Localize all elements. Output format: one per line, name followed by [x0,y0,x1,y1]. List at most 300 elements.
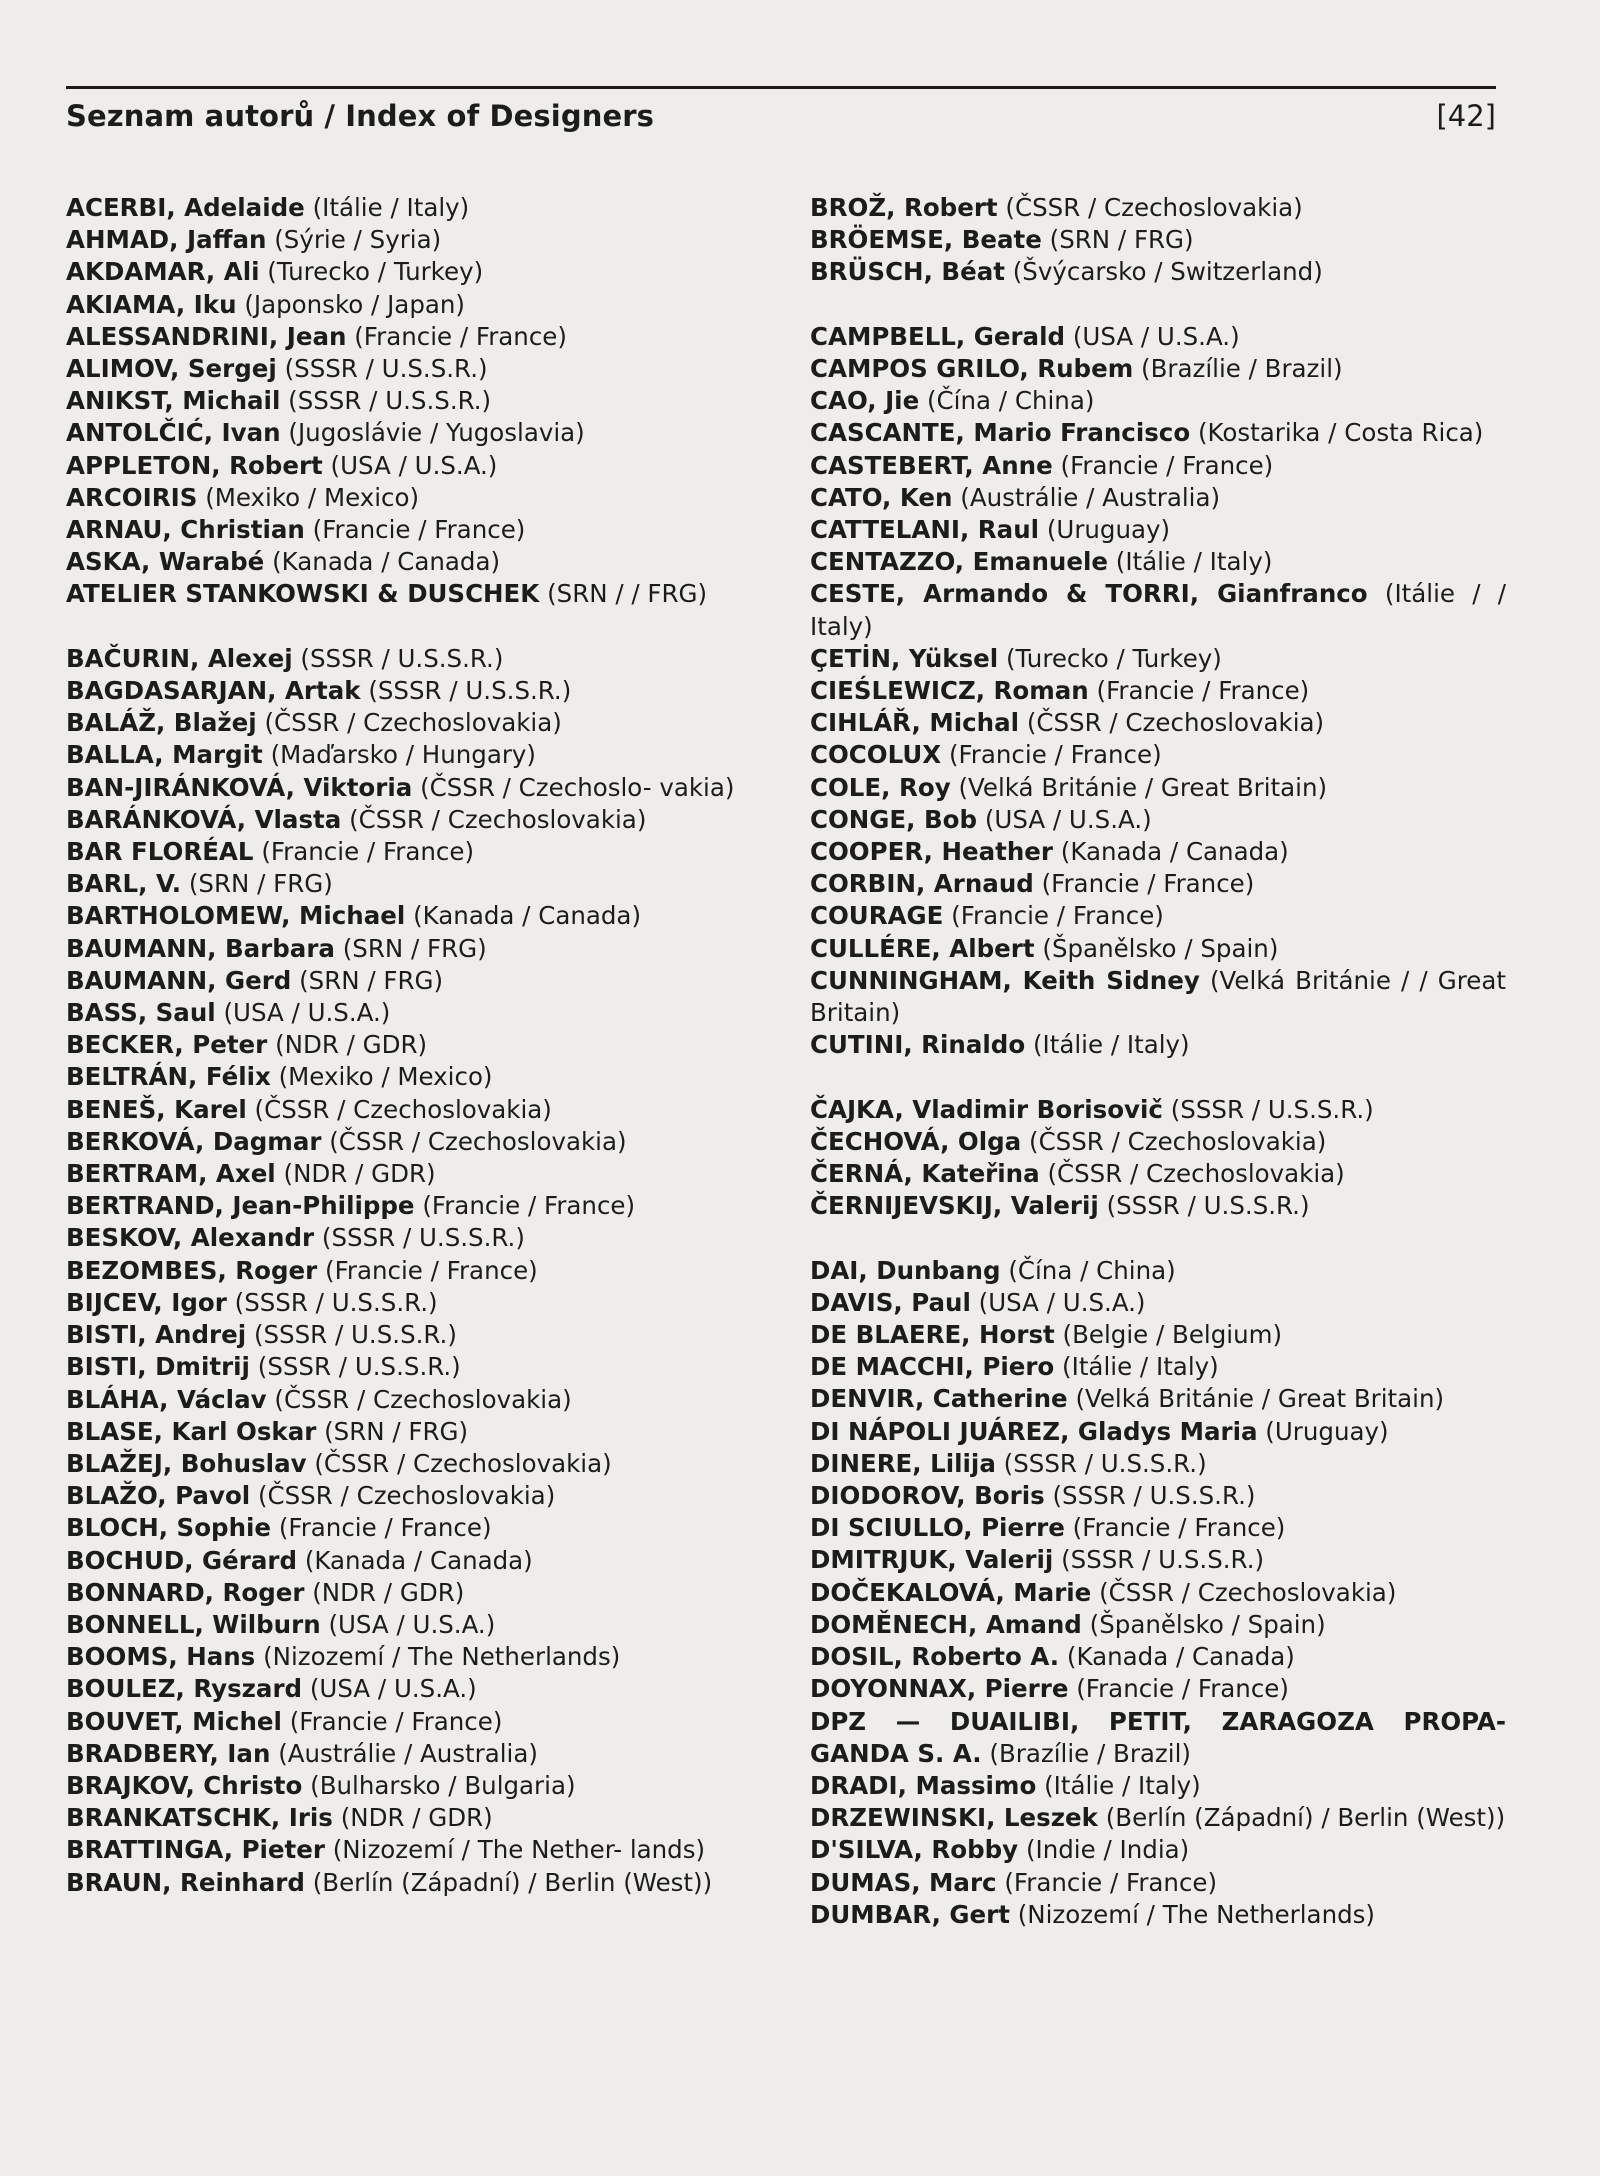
designer-country: (SSSR / U.S.S.R.) [1003,1448,1207,1478]
designer-name: BERTRAM, Axel [66,1159,276,1189]
designer-country: (NDR / GDR) [312,1577,465,1607]
designer-entry [66,868,766,900]
section-gap [810,1061,1506,1093]
designer-entry [66,836,766,868]
designer-name: BAN-JIRÁNKOVÁ, Viktoria [66,772,413,802]
designer-entry [66,1126,766,1158]
designer-name: DOYONNAX, Pierre [810,1674,1069,1704]
designer-country: (SRN / FRG) [1049,225,1194,255]
designer-country: (Francie / France) [951,901,1164,931]
designer-entry [66,417,766,449]
designer-name: BOCHUD, Gérard [66,1545,298,1575]
designer-entry [66,1319,766,1351]
designer-country: (ČSSR / Czechoslovakia) [264,708,562,738]
designer-entry [66,1545,766,1577]
designer-name: DRZEWINSKI, Leszek [810,1803,1098,1833]
designer-entry [66,643,766,675]
designer-name: BOOMS, Hans [66,1642,256,1672]
designer-entry [66,482,766,514]
designer-country: (Uruguay) [1046,515,1171,545]
designer-name: BLAŽO, Pavol [66,1481,251,1511]
designer-country: (ČSSR / Czechoslovakia) [314,1448,612,1478]
designer-country: (Francie / France) [278,1513,492,1543]
designer-country: (Čína / China) [1008,1255,1176,1285]
designer-name: BLAŽEJ, Bohuslav [66,1448,307,1478]
designer-country: (SSSR / U.S.S.R.) [288,386,492,416]
designer-country: (SSSR / U.S.S.R.) [1061,1545,1265,1575]
designer-name: CAMPOS GRILO, Rubem [810,354,1134,383]
designer-entry [810,578,1506,642]
designer-country: (ČSSR / Czechoslovakia) [1005,193,1303,222]
section-gap [810,1222,1506,1254]
designer-country: (Berlín (Západní) / Berlin (West)) [1105,1803,1506,1833]
designer-country: (Francie / France) [261,837,475,867]
designer-country: (Sýrie / Syria) [274,225,442,255]
designer-country: (Maďarsko / Hungary) [270,740,536,770]
designer-name: DIODOROV, Boris [810,1481,1045,1511]
designer-name: BROŽ, Robert [810,193,998,222]
designer-name: AKIAMA, Iku [66,289,237,319]
designer-name: DRADI, Massimo [810,1770,1037,1800]
designer-entry [810,868,1506,900]
designer-entry [810,1448,1506,1480]
designer-name: BAR FLORÉAL [66,837,254,867]
designer-country: (Nizozemí / The Netherlands) [1017,1899,1375,1929]
designer-name: CONGE, Bob [810,804,978,834]
designer-name: CUNNINGHAM, Keith Sidney [810,965,1200,995]
designer-entry [810,1029,1506,1061]
designer-name: BECKER, Peter [66,1030,268,1060]
designer-entry [810,900,1506,932]
designer-name: CENTAZZO, Emanuele [810,547,1108,577]
designer-country: (Japonsko / Japan) [244,289,465,319]
designer-country: (Francie / France) [1076,1674,1289,1704]
designer-entry [810,546,1506,578]
designer-name: ATELIER STANKOWSKI & DUSCHEK [66,579,540,609]
designer-name: BAGDASARJAN, Artak [66,676,361,706]
designer-name: DAVIS, Paul [810,1287,971,1317]
designer-country: (ČSSR / Czechoslovakia) [349,804,647,834]
designer-entry [66,1416,766,1448]
designer-country: (USA / U.S.A.) [328,1609,496,1639]
designer-country: (Kanada / Canada) [304,1545,533,1575]
designer-name: CASCANTE, Mario Francisco [810,418,1191,448]
designer-name: BAČURIN, Alexej [66,643,293,673]
designer-country: (Francie / France) [1004,1867,1218,1897]
designer-name: ACERBI, Adelaide [66,193,305,222]
designer-entry [66,707,766,739]
designer-country: (ČSSR / Czechoslovakia) [1026,708,1325,738]
designer-entry [810,1577,1506,1609]
designer-country: (Belgie / Belgium) [1062,1320,1283,1350]
designer-name: ANIKST, Michail [66,386,281,416]
designer-country: (Brazílie / Brazil) [989,1738,1191,1768]
designer-name: DENVIR, Catherine [810,1384,1068,1414]
designer-entry [810,1706,1506,1770]
designer-name: COCOLUX [810,740,942,770]
designer-name: BOULEZ, Ryszard [66,1674,303,1704]
designer-name: COOPER, Heather [810,837,1053,867]
designer-country: (SSSR / U.S.S.R.) [1106,1191,1310,1221]
designer-country: (Uruguay) [1265,1416,1389,1446]
designer-country: (Berlín (Západní) / Berlin (West)) [312,1867,713,1897]
designer-country: (SRN / FRG) [299,965,444,995]
designer-country: (SRN / FRG) [188,869,333,899]
designer-country: (ČSSR / Czechoslovakia) [254,1094,552,1124]
designer-country: (USA / U.S.A.) [223,998,391,1028]
designer-country: (Francie / France) [312,515,526,545]
designer-entry [810,804,1506,836]
designer-country: (SSSR / U.S.S.R.) [300,643,504,673]
designer-entry [810,1544,1506,1576]
designer-name: BASS, Saul [66,998,216,1028]
designer-entry [66,1384,766,1416]
designer-entry [810,256,1506,288]
designer-entry [810,353,1506,385]
designer-entry [810,1673,1506,1705]
designer-name: BLOCH, Sophie [66,1513,272,1543]
page-header [66,86,1496,133]
designer-country: (Jugoslávie / Yugoslavia) [288,418,585,448]
designer-entry [810,1770,1506,1802]
designer-entry [66,1029,766,1061]
designer-country: (SSSR / U.S.S.R.) [1170,1094,1374,1124]
designer-country: (ČSSR / Czechoslovakia) [329,1126,627,1156]
designer-entry [810,933,1506,965]
designer-entry [66,1867,766,1899]
designer-entry [810,1094,1506,1126]
designer-country: (Itálie / Italy) [1115,547,1273,577]
designer-name: BESKOV, Alexandr [66,1223,315,1253]
section-gap [810,289,1506,321]
designer-name: BARL, V. [66,869,182,899]
right-column [810,192,1506,1931]
designer-entry [66,1287,766,1319]
designer-entry [810,385,1506,417]
designer-entry [810,1480,1506,1512]
designer-entry [810,482,1506,514]
designer-name: BONNARD, Roger [66,1577,305,1607]
designer-entry [810,707,1506,739]
designer-name: DOČEKALOVÁ, Marie [810,1577,1092,1607]
designer-name: DMITRJUK, Valerij [810,1545,1054,1575]
designer-entry [66,1351,766,1383]
designer-name: BLASE, Karl Oskar [66,1416,317,1446]
left-column [66,192,766,1899]
designer-name: ÇETİN, Yüksel [810,643,999,673]
designer-entry [66,385,766,417]
designer-country: (ČSSR / Czechoslovakia) [1029,1126,1327,1156]
designer-country: (ČSSR / Czechoslovakia) [1047,1159,1345,1189]
designer-country: (Austrálie / Australia) [278,1738,538,1768]
designer-name: BAUMANN, Barbara [66,933,335,963]
designer-entry [66,1512,766,1544]
designer-name: COLE, Roy [810,772,951,802]
designer-entry [810,1416,1506,1448]
designer-entry [810,1190,1506,1222]
designer-entry [66,1738,766,1770]
designer-name: CAO, Jie [810,386,920,416]
designer-country: (Francie / France) [1060,450,1274,480]
designer-country: (Bulharsko / Bulgaria) [310,1770,576,1800]
designer-country: (Kanada / Canada) [413,901,642,931]
designer-country: (Austrálie / Australia) [960,482,1221,512]
designer-entry [810,739,1506,771]
designer-entry [810,192,1506,224]
designer-name: AHMAD, Jaffan [66,225,267,255]
page-number: [42] [1436,99,1496,133]
designer-name: BRÖEMSE, Beate [810,225,1042,255]
designer-country: (SSSR / U.S.S.R.) [234,1287,438,1317]
designer-name: ASKA, Warabé [66,547,265,577]
designer-entry [66,900,766,932]
designer-entry [66,1255,766,1287]
designer-entry [810,417,1506,449]
designer-entry [66,1061,766,1093]
designer-name: BOUVET, Michel [66,1706,282,1736]
designer-entry [66,289,766,321]
designer-name: BRATTINGA, Pieter [66,1835,325,1865]
designer-entry [810,1287,1506,1319]
designer-country: (Kanada / Canada) [1060,837,1289,867]
designer-entry [66,1448,766,1480]
designer-entry [66,1802,766,1834]
designer-entry [810,1867,1506,1899]
designer-country: (SRN / FRG) [342,933,487,963]
designer-entry [66,1577,766,1609]
designer-name: BLÁHA, Václav [66,1384,267,1414]
designer-entry [66,965,766,997]
designer-entry [66,1673,766,1705]
designer-entry [66,933,766,965]
designer-entry [810,1255,1506,1287]
designer-country: (Francie / France) [289,1706,503,1736]
designer-entry [810,1351,1506,1383]
designer-country: (SSSR / U.S.S.R.) [368,676,572,706]
designer-name: CESTE, Armando & TORRI, Gianfranco [810,579,1368,609]
designer-country: (Velká Británie / Great Britain) [958,772,1328,802]
designer-name: DOMĚNECH, Amand [810,1609,1082,1639]
designer-name: D'SILVA, Robby [810,1835,1019,1865]
designer-name: ČERNIJEVSKIJ, Valerij [810,1191,1099,1221]
designer-country: (Kostarika / Costa Rica) [1197,418,1484,448]
designer-entry [66,450,766,482]
designer-country: (USA / U.S.A.) [984,804,1152,834]
designer-name: BALLA, Margit [66,740,263,770]
designer-country: (ČSSR / Czechoslovakia) [1099,1577,1397,1607]
designer-entry [66,1609,766,1641]
designer-name: BRAJKOV, Christo [66,1770,303,1800]
designer-entry [810,321,1506,353]
designer-entry [66,1190,766,1222]
designer-country: (SRN / / FRG) [547,579,708,609]
designer-country: (Itálie / Italy) [1044,1770,1201,1800]
designer-entry [66,1222,766,1254]
designer-entry [810,1899,1506,1931]
designer-name: BENEŠ, Karel [66,1094,247,1124]
designer-name: CAMPBELL, Gerald [810,321,1066,351]
designer-country: (Francie / France) [948,740,1162,770]
designer-entry [66,1706,766,1738]
designer-country: (Španělsko / Spain) [1089,1609,1326,1639]
designer-country: (Velká Británie / Great Britain) [1075,1384,1445,1414]
designer-country: (Francie / France) [1096,676,1310,706]
designer-name: COURAGE [810,901,944,931]
designer-name: BONNELL, Wilburn [66,1609,321,1639]
designer-country: (SSSR / U.S.S.R.) [257,1352,461,1382]
designer-entry [66,997,766,1029]
designer-country: (Francie / France) [422,1191,636,1221]
designer-entry [66,192,766,224]
designer-entry [810,965,1506,1029]
designer-name: BIJCEV, Igor [66,1287,227,1317]
designer-entry [66,804,766,836]
designer-entry [66,224,766,256]
designer-name: CASTEBERT, Anne [810,450,1053,480]
designer-country: (Indie / India) [1025,1835,1190,1865]
designer-country: (ČSSR / Czechoslovakia) [257,1481,556,1511]
designer-country: (SSSR / U.S.S.R.) [284,354,488,384]
designer-name: BALÁŽ, Blažej [66,708,257,738]
designer-name: BARTHOLOMEW, Michael [66,901,406,931]
designer-name: ARNAU, Christian [66,515,305,545]
designer-entry [810,224,1506,256]
designer-name: CORBIN, Arnaud [810,869,1034,899]
designer-entry [810,1802,1506,1834]
designer-country: (Mexiko / Mexico) [205,482,420,512]
designer-country: (ČSSR / Czechoslovakia) [274,1384,572,1414]
designer-name: DAI, Dunbang [810,1255,1001,1285]
designer-name: ARCOIRIS [66,482,198,512]
designer-name: DI SCIULLO, Pierre [810,1513,1065,1543]
designer-name: BRANKATSCHK, Iris [66,1803,333,1833]
designer-entry [66,1094,766,1126]
designer-name: BRADBERY, Ian [66,1738,271,1768]
designer-name: CATTELANI, Raul [810,515,1040,545]
designer-country: (Itálie / / Italy) [810,579,1506,641]
designer-entry [810,836,1506,868]
designer-name: DUMBAR, Gert [810,1899,1010,1929]
designer-entry [810,1126,1506,1158]
designer-name: DE BLAERE, Horst [810,1320,1055,1350]
designer-entry [810,1383,1506,1415]
designer-name: ANTOLČIĆ, Ivan [66,418,281,448]
designer-entry [810,1158,1506,1190]
designer-country: (Španělsko / Spain) [1042,933,1279,963]
designer-country: (Turecko / Turkey) [1005,643,1222,673]
designer-entry [66,1158,766,1190]
designer-entry [66,1834,766,1866]
designer-country: (Kanada / Canada) [1066,1642,1295,1672]
designer-name: CIHLÁŘ, Michal [810,708,1020,738]
designer-entry [66,675,766,707]
section-gap [66,611,766,643]
designer-country: (Francie / France) [1072,1513,1286,1543]
designer-entry [810,1319,1506,1351]
designer-country: (Nizozemí / The Netherlands) [263,1642,621,1672]
designer-entry [66,1641,766,1673]
designer-name: CIEŚLEWICZ, Roman [810,676,1089,706]
designer-name: APPLETON, Robert [66,450,323,480]
page-title: Seznam autorů / Index of Designers [66,99,654,133]
designer-country: (USA / U.S.A.) [1072,321,1240,351]
designer-country: (NDR / GDR) [275,1030,428,1060]
designer-entry [66,546,766,578]
designer-country: (Velká Británie / / Great Britain) [810,965,1506,1028]
designer-name: BISTI, Andrej [66,1320,247,1350]
designer-name: ČAJKA, Vladimir Borisovič [810,1094,1163,1124]
designer-country: (NDR / GDR) [283,1159,436,1189]
designer-name: ČECHOVÁ, Olga [810,1126,1022,1156]
designer-country: (Itálie / Italy) [312,193,470,222]
designer-entry [810,1609,1506,1641]
designer-name: DINERE, Lilija [810,1448,996,1478]
designer-name: DUMAS, Marc [810,1867,997,1897]
designer-country: (Čína / China) [927,386,1095,416]
designer-name: BEZOMBES, Roger [66,1255,318,1285]
designer-name: AKDAMAR, Ali [66,257,260,287]
designer-country: (Itálie / Italy) [1062,1352,1219,1382]
designer-country: (USA / U.S.A.) [309,1674,477,1704]
designer-entry [66,1480,766,1512]
designer-country: (Turecko / Turkey) [267,257,484,287]
designer-country: (SSSR / U.S.S.R.) [321,1223,525,1253]
designer-entry [66,256,766,288]
designer-name: BRÜSCH, Béat [810,257,1005,287]
designer-country: (Itálie / Italy) [1032,1030,1190,1060]
designer-name: ALESSANDRINI, Jean [66,321,347,351]
designer-country: (SSSR / U.S.S.R.) [253,1320,457,1350]
designer-name: BAUMANN, Gerd [66,965,292,995]
designer-name: BELTRÁN, Félix [66,1062,271,1092]
designer-name: BERTRAND, Jean-Philippe [66,1191,415,1221]
designer-entry [66,514,766,546]
designer-country: (NDR / GDR) [340,1803,493,1833]
designer-name: BERKOVÁ, Dagmar [66,1126,322,1156]
designer-country: (USA / U.S.A.) [978,1287,1146,1317]
designer-country: (SRN / FRG) [324,1416,469,1446]
designer-entry [810,772,1506,804]
designer-name: ALIMOV, Sergej [66,354,277,384]
designer-name: CUTINI, Rinaldo [810,1030,1026,1060]
designer-entry [66,772,766,804]
designer-name: BISTI, Dmitrij [66,1352,250,1382]
designer-entry [810,1641,1506,1673]
designer-name: CULLÉRE, Albert [810,933,1035,963]
designer-country: (ČSSR / Czechoslo- vakia) [420,772,735,802]
designer-country: (Francie / France) [325,1255,538,1285]
designer-entry [810,450,1506,482]
designer-entry [810,675,1506,707]
designer-name: ČERNÁ, Kateřina [810,1159,1040,1189]
designer-country: (Kanada / Canada) [272,547,501,577]
designer-name: BARÁNKOVÁ, Vlasta [66,804,342,834]
designer-country: (Mexiko / Mexico) [278,1062,493,1092]
designer-entry [66,353,766,385]
designer-entry [66,321,766,353]
designer-entry [810,643,1506,675]
designer-entry [810,514,1506,546]
designer-entry [810,1512,1506,1544]
designer-country: (USA / U.S.A.) [330,450,498,480]
designer-country: (Švýcarsko / Switzerland) [1012,257,1323,287]
designer-name: DPZ — DUAILIBI, PETIT, ZARAGOZA PROPA- GANDA S. A. [810,1706,1506,1768]
designer-entry [66,739,766,771]
designer-country: (Francie / France) [354,321,567,351]
designer-entry [66,578,766,610]
designer-country: (SSSR / U.S.S.R.) [1052,1481,1256,1511]
designer-entry [810,1834,1506,1866]
